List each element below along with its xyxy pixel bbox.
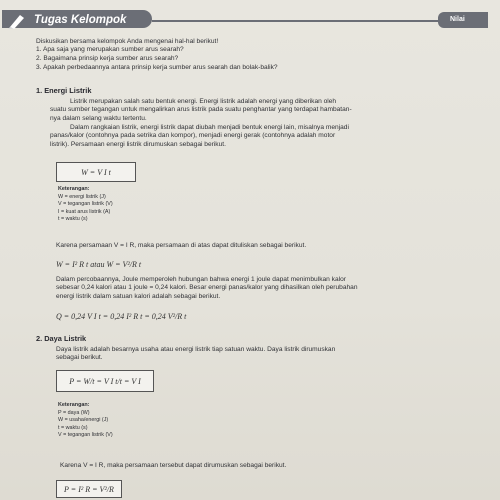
paragraph-line: Dalam percobaannya, Joule memperoleh hubungan bahwa energi 1 joule dapat menimbulkan kalor [56, 276, 346, 283]
keterangan-item: P = daya (W) [58, 409, 90, 416]
paragraph-line: sebesar 0,24 kalori atau 1 joule = 0,24 kalori. Besar energi panas/kalor yang dihasilkan oleh perubahan [56, 284, 358, 292]
intro-text: Diskusikan bersama kelompok Anda mengenai hal-hal berikut! [36, 38, 219, 45]
keterangan-title: Keterangan: [58, 186, 90, 192]
keterangan-title: Keterangan: [58, 402, 90, 408]
energy-formula-box: W = V I t [56, 162, 136, 182]
paragraph-line: suatu sumber tegangan untuk mengalirkan arus listrik pada suatu penghantar yang terdapat hambatan- [50, 106, 352, 114]
question-2: 2. Bagaimana prinsip kerja sumber arus searah? [36, 55, 179, 62]
paragraph-line: Dalam rangkaian listrik, energi listrik dapat diubah menjadi bentuk energi lain, misalnya menjadi [70, 124, 349, 131]
paragraph-line: sebagai berikut. [56, 354, 103, 362]
nilai-label: Nilai [438, 12, 488, 28]
section-1-paragraph-2 [50, 124, 490, 149]
keterangan-item: I = kuat arus listrik (A) [58, 208, 111, 215]
paragraph-line: Listrik merupakan salah satu bentuk energi. Energi listrik adalah energi yang diberikan oleh [70, 98, 337, 105]
heat-formula: Q = 0,24 V I t = 0,24 I² R t = 0,24 V²/R t [56, 312, 187, 321]
keterangan-item: t = waktu (s) [58, 216, 88, 223]
keterangan-item: V = tegangan listrik (V) [58, 432, 113, 439]
keterangan-item: W = energi listrik (J) [58, 193, 106, 200]
header-title-bar [2, 10, 152, 28]
section-1-title: 1. Energi Listrik [36, 86, 92, 95]
header-title: Tugas Kelompok [34, 14, 127, 26]
section-1-keterangan [58, 186, 113, 224]
paragraph-line: energi listrik dalam satuan kalori adalah sebagai berikut. [56, 292, 221, 300]
section-2-title: 2. Daya Listrik [36, 334, 87, 343]
power-formula-box: P = W/t = V I t/t = V I [56, 370, 154, 392]
keterangan-item: t = waktu (s) [58, 424, 88, 431]
section-2-keterangan [58, 402, 113, 440]
pencil-icon [8, 13, 28, 29]
power-formula-box-2: P = I² R = V²/R [56, 480, 122, 498]
question-3: 3. Apakah perbedaannya antara prinsip kerja sumber arus searah dan bolak-balik? [36, 64, 278, 71]
paragraph-line: panas/kalor (contohnya pada setrika dan kompor), menjadi energi gerak (contohnya adalah motor [50, 132, 336, 140]
section-1-paragraph-1 [50, 98, 490, 123]
section-header [2, 8, 498, 28]
section-1-paragraph-3: Karena persamaan V = I R, maka persamaan di atas dapat dituliskan sebagai berikut. [56, 242, 307, 249]
header-rule [152, 20, 442, 22]
section-2-paragraph-2: Karena V = I R, maka persamaan tersebut dapat dirumuskan sebagai berikut. [60, 462, 287, 469]
paragraph-line: listrik). Persamaan energi listrik dirumuskan sebagai berikut. [50, 140, 226, 148]
section-1-paragraph-4 [56, 276, 496, 301]
section-2-paragraph-1 [56, 346, 496, 363]
question-1: 1. Apa saja yang merupakan sumber arus searah? [36, 46, 184, 53]
keterangan-item: W = usaha/energi (J) [58, 417, 109, 424]
energy-formula-variants: W = I² R t atau W = V²/R t [56, 260, 142, 269]
paragraph-line: Daya listrik adalah besarnya usaha atau energi listrik tiap satuan waktu. Daya listrik dirumuskan [56, 346, 336, 353]
keterangan-item: V = tegangan listrik (V) [58, 201, 113, 208]
paragraph-line: nya dalam selang waktu tertentu. [50, 114, 147, 122]
